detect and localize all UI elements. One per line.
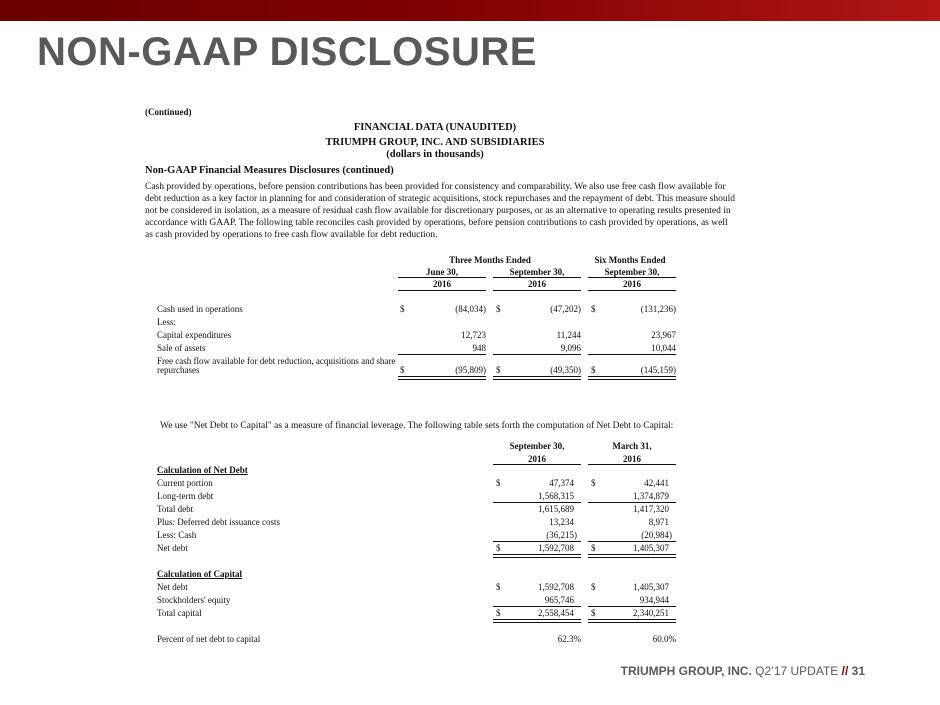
currency-symbol: $	[496, 365, 501, 375]
col-header-year: 2016	[623, 279, 641, 289]
cell-value: 10,044	[651, 343, 676, 353]
debt-intro-text: We use "Net Debt to Capital" as a measure of financial leverage. The following table sets forth the computation of Net Debt to Capital:	[160, 421, 674, 431]
section-header-net-debt: Calculation of Net Debt	[157, 465, 248, 475]
row-label: Percent of net debt to capital	[157, 634, 261, 644]
cell-value: 2,340,251	[633, 608, 669, 618]
row-label: Capital expenditures	[157, 330, 232, 340]
row-label: Net debt	[157, 543, 188, 553]
col-header-year: 2016	[528, 279, 546, 289]
cell-value: 8,971	[648, 517, 669, 527]
cell-value: (84,034)	[455, 304, 486, 314]
currency-symbol: $	[496, 608, 501, 618]
currency-symbol: $	[591, 365, 596, 375]
doc-title: FINANCIAL DATA (UNAUDITED)	[353, 122, 517, 133]
col-header-period: June 30,	[425, 267, 458, 277]
cell-value: (47,202)	[550, 304, 581, 314]
cell-value: 948	[472, 343, 486, 353]
section-heading: Non-GAAP Financial Measures Disclosures (continued)	[145, 165, 394, 176]
row-label: Current portion	[157, 478, 213, 488]
cell-value: (36,215)	[546, 530, 577, 540]
section-header-capital: Calculation of Capital	[157, 569, 243, 579]
cell-value: 1,374,879	[633, 491, 669, 501]
cell-value: 47,374	[549, 478, 574, 488]
row-label: Stockholders' equity	[157, 595, 231, 605]
col-header-period: September 30,	[509, 441, 565, 451]
cell-value: 934,944	[639, 595, 669, 605]
cell-value: (95,809)	[455, 365, 486, 375]
row-label: Plus: Deferred debt issuance costs	[157, 517, 280, 527]
cell-value: 1,615,689	[538, 504, 574, 514]
top-banner	[0, 0, 940, 21]
cell-value: 60.0%	[652, 634, 676, 644]
cell-value: 965,746	[544, 595, 574, 605]
row-label: Total capital	[157, 608, 202, 618]
row-label: Less:	[157, 317, 176, 327]
cell-value: (49,350)	[550, 365, 581, 375]
col-header-year: 2016	[528, 454, 546, 464]
col-header-year: 2016	[623, 454, 641, 464]
currency-symbol: $	[591, 478, 596, 488]
currency-symbol: $	[591, 304, 596, 314]
page-number: 31	[851, 664, 865, 678]
cell-value: 13,234	[549, 517, 574, 527]
currency-symbol: $	[400, 365, 405, 375]
row-label: Less: Cash	[157, 530, 197, 540]
footer	[621, 664, 865, 678]
cell-value: 62.3%	[557, 634, 581, 644]
col-header-period: March 31,	[612, 441, 652, 451]
currency-symbol: $	[496, 304, 501, 314]
continued-label: (Continued)	[145, 107, 192, 117]
slide-title: NON-GAAP DISCLOSURE	[37, 30, 537, 74]
cell-value: 1,592,708	[538, 582, 574, 592]
cell-value: 11,244	[556, 330, 581, 340]
cell-value: 1,405,307	[633, 582, 669, 592]
row-label: Total debt	[157, 504, 194, 514]
cell-value: 23,967	[651, 330, 676, 340]
currency-symbol: $	[591, 543, 596, 553]
cell-value: 1,568,315	[538, 491, 574, 501]
cell-value: 1,592,708	[538, 543, 574, 553]
currency-symbol: $	[400, 304, 405, 314]
row-label: Long-term debt	[157, 491, 214, 501]
currency-symbol: $	[496, 582, 501, 592]
cell-value: 2,558,454	[538, 608, 574, 618]
cell-value: 12,723	[461, 330, 486, 340]
units-note: (dollars in thousands)	[386, 149, 484, 160]
cell-value: (20,984)	[641, 530, 672, 540]
intro-paragraph: Cash provided by operations, before pension contributions has been provided for consistency and comparability. We also use free cash flow available for debt reduction as a key factor in planning for and consideration of strategic acquisitions, stock repurchases and the repayment of debt. This measure should not be considered in isolation, as a measure of residual cash flow available for discretionary purposes, or as an alternative to operating results presented in accordance with GAAP. The following table reconciles cash provided by operations, before pension contributions to cash provided by operations, as well as cash provided by operations to free cash flow available for debt reduction.	[145, 182, 735, 240]
row-label-continued: repurchases	[157, 365, 200, 375]
cell-value: 1,417,320	[633, 504, 669, 514]
col-header-year: 2016	[433, 279, 451, 289]
col-header-period: September 30,	[604, 267, 660, 277]
company-name: TRIUMPH GROUP, INC. AND SUBSIDIARIES	[325, 137, 545, 148]
currency-symbol: $	[496, 478, 501, 488]
cell-value: (131,236)	[640, 304, 676, 314]
row-label: Cash used in operations	[157, 304, 243, 314]
footer-update: Q2’17 UPDATE	[755, 664, 839, 678]
cell-value: 42,441	[644, 478, 669, 488]
row-label: Sale of assets	[157, 343, 206, 353]
cell-value: 9,096	[560, 343, 581, 353]
group-header-six-months: Six Months Ended	[594, 255, 666, 265]
footer-brand: TRIUMPH GROUP, INC.	[620, 664, 752, 678]
cell-value: (145,159)	[640, 365, 676, 375]
cell-value: 1,405,307	[633, 543, 669, 553]
row-label: Free cash flow available for debt reduction, acquisitions and share	[157, 356, 396, 366]
row-label: Net debt	[157, 582, 188, 592]
currency-symbol: $	[496, 543, 501, 553]
group-header-three-months: Three Months Ended	[449, 255, 531, 265]
col-header-period: September 30,	[509, 267, 565, 277]
currency-symbol: $	[591, 608, 596, 618]
currency-symbol: $	[591, 582, 596, 592]
footer-separator: //	[841, 664, 849, 678]
